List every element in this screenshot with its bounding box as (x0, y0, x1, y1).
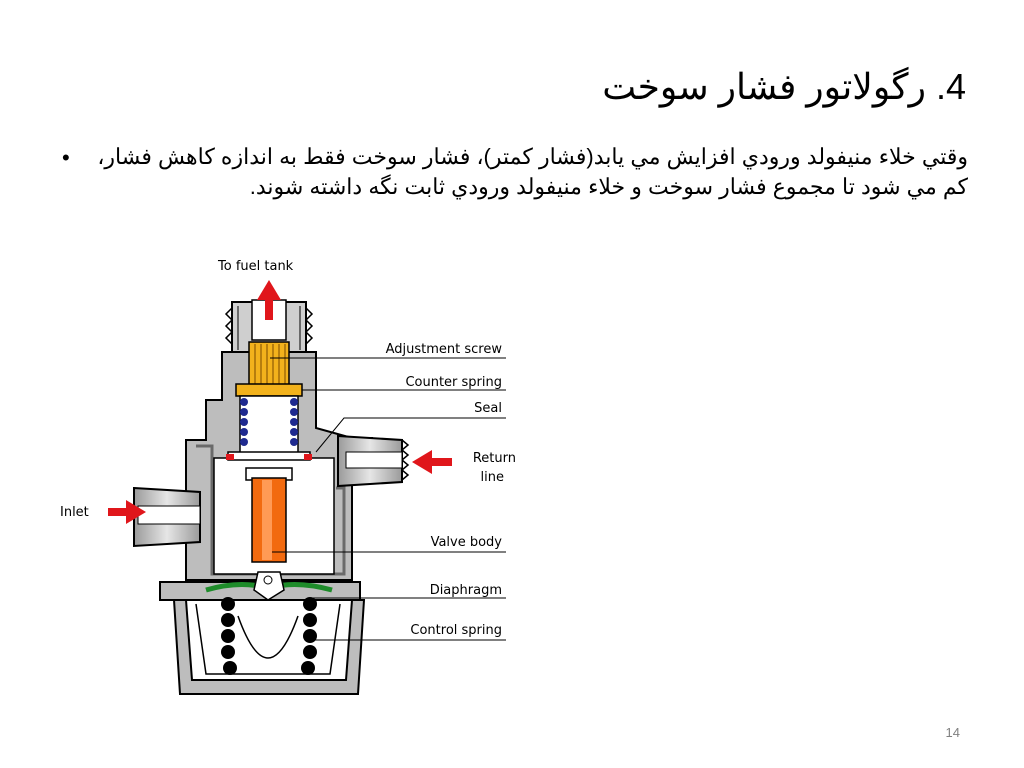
label-diaphragm: Diaphragm (429, 583, 502, 598)
label-counter-spring: Counter spring (405, 375, 502, 390)
arrow-return-line (412, 450, 452, 474)
label-inlet: Inlet (60, 505, 89, 520)
label-seal: Seal (474, 401, 502, 416)
label-to-fuel-tank: To fuel tank (218, 259, 294, 274)
label-adjustment-screw: Adjustment screw (385, 342, 502, 357)
page-number: 14 (945, 725, 960, 740)
label-valve-body: Valve body (430, 535, 502, 550)
bullet-icon: • (62, 145, 70, 170)
label-return-line-1: Return (472, 451, 516, 466)
slide-title: 4. رگولاتور فشار سوخت (602, 66, 966, 107)
valve-body (246, 468, 292, 562)
control-spring-housing (174, 597, 364, 694)
bullet-text: وقتي خلاء منيفولد ورودي افزايش مي يابد(فشار كمتر)، فشار سوخت فقط به اندازه كاهش فشار، كم مي شود تا مجموع فشار سوخت و خلاء منيفولد ورودي ثابت نگه داشته شوند. (97, 144, 968, 199)
label-control-spring: Control spring (410, 623, 502, 638)
inlet-fitting (134, 488, 200, 546)
label-return-line-2: line (480, 470, 504, 485)
return-line-fitting (338, 436, 408, 486)
